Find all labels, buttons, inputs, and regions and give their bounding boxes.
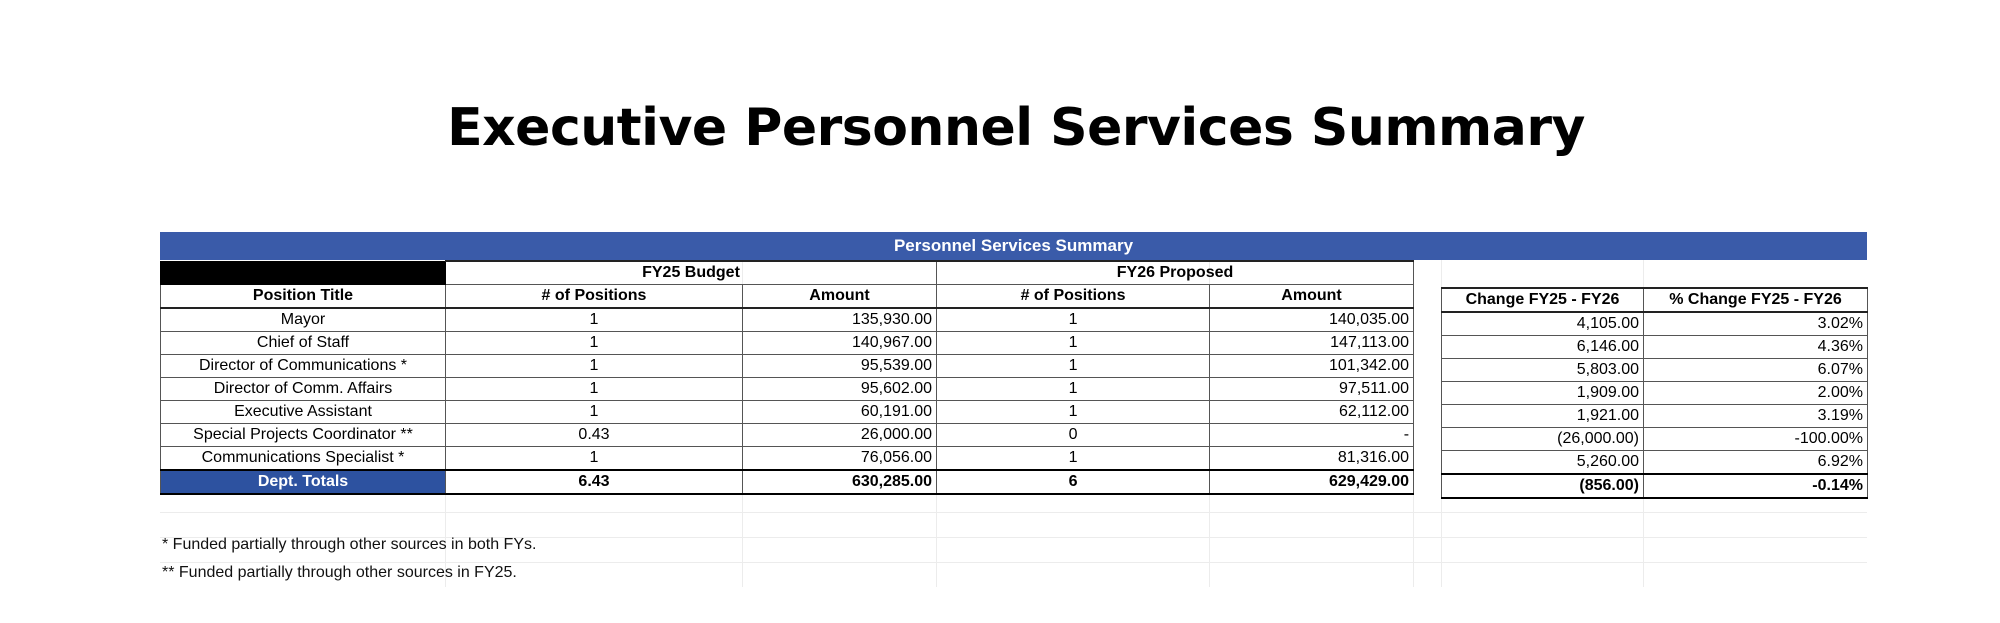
table-row xyxy=(161,447,1414,471)
fy25-positions-cell: 1 xyxy=(446,355,743,378)
fy26-amount-cell: 140,035.00 xyxy=(1210,308,1414,332)
position-title-cell: Executive Assistant xyxy=(161,401,446,424)
total-fy25-positions: 6.43 xyxy=(446,470,743,494)
change-cell: 5,803.00 xyxy=(1442,359,1644,382)
fy26-positions-cell: 1 xyxy=(937,355,1210,378)
totals-row xyxy=(1442,474,1868,498)
totals-label: Dept. Totals xyxy=(161,470,446,494)
gridline xyxy=(160,512,1867,513)
fy26-group-header: FY26 Proposed xyxy=(937,261,1414,285)
fy26-amount-cell: 147,113.00 xyxy=(1210,332,1414,355)
fy26-positions-cell: 1 xyxy=(937,447,1210,471)
table-row xyxy=(161,308,1414,332)
footnote: * Funded partially through other sources in both FYs. xyxy=(162,536,537,553)
fy25-amount-cell: 95,602.00 xyxy=(743,378,937,401)
fy26-amount-cell: - xyxy=(1210,424,1414,447)
table-row xyxy=(161,355,1414,378)
table-row xyxy=(1442,312,1868,336)
fy26-positions-cell: 1 xyxy=(937,378,1210,401)
total-pct-change: -0.14% xyxy=(1644,474,1868,498)
fy25-positions-cell: 0.43 xyxy=(446,424,743,447)
position-title-cell: Director of Comm. Affairs xyxy=(161,378,446,401)
budget-table xyxy=(160,260,1414,495)
fy26-positions-cell: 1 xyxy=(937,308,1210,332)
page-title: Executive Personnel Services Summary xyxy=(447,98,1585,158)
fy26-positions-cell: 1 xyxy=(937,401,1210,424)
footnote: ** Funded partially through other sources in FY25. xyxy=(162,564,517,581)
table-row xyxy=(1442,428,1868,451)
pct-change-cell: 4.36% xyxy=(1644,336,1868,359)
table-row xyxy=(161,332,1414,355)
table-row xyxy=(1442,405,1868,428)
fy25-group-header: FY25 Budget xyxy=(446,261,937,285)
fy25-amount-cell: 95,539.00 xyxy=(743,355,937,378)
table-row xyxy=(1442,336,1868,359)
fy25-positions-cell: 1 xyxy=(446,308,743,332)
totals-row xyxy=(161,470,1414,494)
fy25-amount-cell: 26,000.00 xyxy=(743,424,937,447)
table-row xyxy=(1442,382,1868,405)
position-title-cell: Director of Communications * xyxy=(161,355,446,378)
col-position-title: Position Title xyxy=(161,285,446,309)
gridline xyxy=(160,562,1867,563)
pct-change-cell: 6.07% xyxy=(1644,359,1868,382)
fy25-amount-cell: 135,930.00 xyxy=(743,308,937,332)
fy25-positions-cell: 1 xyxy=(446,332,743,355)
fy25-positions-cell: 1 xyxy=(446,447,743,471)
col-pct-change: % Change FY25 - FY26 xyxy=(1644,288,1868,312)
fy26-amount-cell: 97,511.00 xyxy=(1210,378,1414,401)
fy26-amount-cell: 81,316.00 xyxy=(1210,447,1414,471)
change-cell: 6,146.00 xyxy=(1442,336,1644,359)
fy25-positions-cell: 1 xyxy=(446,401,743,424)
fy25-positions-cell: 1 xyxy=(446,378,743,401)
change-table xyxy=(1441,287,1868,499)
change-cell: (26,000.00) xyxy=(1442,428,1644,451)
table-row xyxy=(161,378,1414,401)
fy25-amount-cell: 60,191.00 xyxy=(743,401,937,424)
change-cell: 1,909.00 xyxy=(1442,382,1644,405)
fy25-amount-cell: 140,967.00 xyxy=(743,332,937,355)
fy25-amount-cell: 76,056.00 xyxy=(743,447,937,471)
fy26-positions-cell: 0 xyxy=(937,424,1210,447)
spreadsheet-region xyxy=(160,232,1867,587)
pct-change-cell: 2.00% xyxy=(1644,382,1868,405)
table-banner: Personnel Services Summary xyxy=(160,232,1867,260)
pct-change-cell: 3.19% xyxy=(1644,405,1868,428)
position-title-cell: Special Projects Coordinator ** xyxy=(161,424,446,447)
pct-change-cell: 3.02% xyxy=(1644,312,1868,336)
col-fy25-positions: # of Positions xyxy=(446,285,743,309)
table-row xyxy=(1442,359,1868,382)
col-change: Change FY25 - FY26 xyxy=(1442,288,1644,312)
total-fy26-amount: 629,429.00 xyxy=(1210,470,1414,494)
table-row xyxy=(161,424,1414,447)
position-title-cell: Communications Specialist * xyxy=(161,447,446,471)
pct-change-cell: 6.92% xyxy=(1644,451,1868,475)
position-title-cell: Chief of Staff xyxy=(161,332,446,355)
pct-change-cell: -100.00% xyxy=(1644,428,1868,451)
position-title-cell: Mayor xyxy=(161,308,446,332)
total-fy25-amount: 630,285.00 xyxy=(743,470,937,494)
col-fy25-amount: Amount xyxy=(743,285,937,309)
change-cell: 4,105.00 xyxy=(1442,312,1644,336)
table-row xyxy=(161,401,1414,424)
change-cell: 1,921.00 xyxy=(1442,405,1644,428)
table-row xyxy=(1442,451,1868,475)
total-fy26-positions: 6 xyxy=(937,470,1210,494)
col-fy26-amount: Amount xyxy=(1210,285,1414,309)
fy26-positions-cell: 1 xyxy=(937,332,1210,355)
fy26-amount-cell: 101,342.00 xyxy=(1210,355,1414,378)
change-cell: 5,260.00 xyxy=(1442,451,1644,475)
col-fy26-positions: # of Positions xyxy=(937,285,1210,309)
total-change: (856.00) xyxy=(1442,474,1644,498)
fy26-amount-cell: 62,112.00 xyxy=(1210,401,1414,424)
header-blank-cell xyxy=(161,261,446,285)
